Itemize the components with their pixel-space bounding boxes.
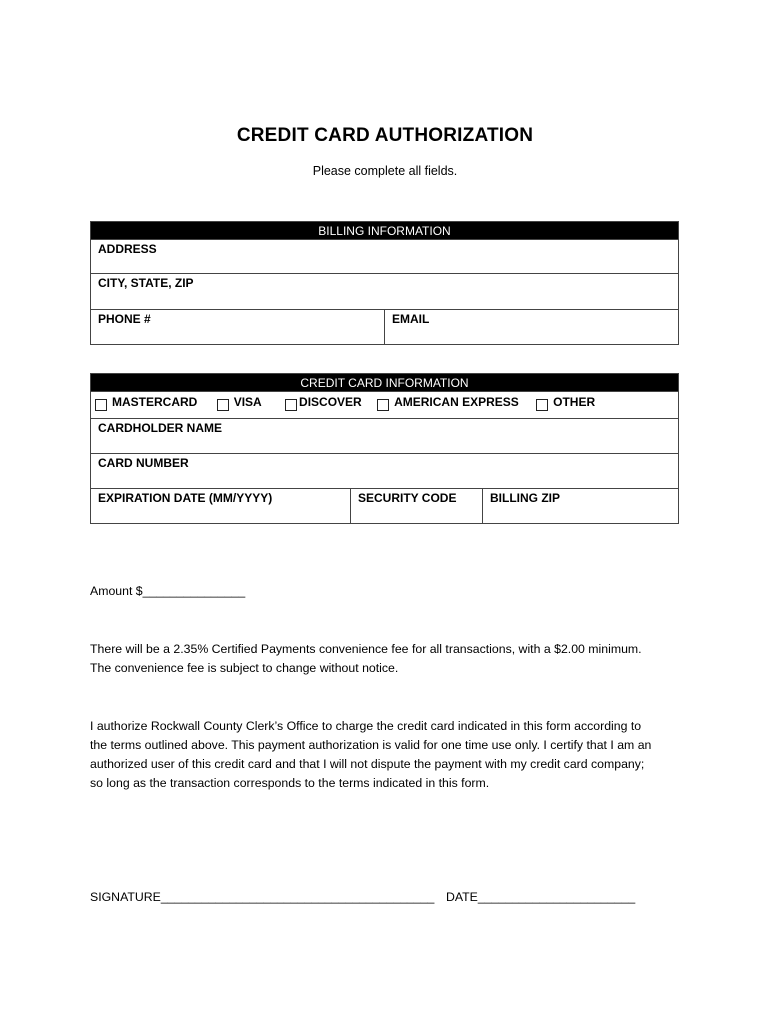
american-express-checkbox[interactable] — [377, 399, 389, 411]
billing-information-table — [90, 221, 679, 345]
card-header: CREDIT CARD INFORMATION — [91, 374, 679, 392]
brand-mastercard[interactable] — [95, 395, 197, 411]
fee-line: The convenience fee is subject to change without notice. — [90, 661, 399, 675]
auth-line: I authorize Rockwall County Clerk’s Office to charge the credit card indicated in this form according to — [90, 719, 642, 733]
card-brand-row — [91, 392, 679, 419]
billing-zip-field[interactable]: BILLING ZIP — [483, 489, 679, 524]
discover-checkbox[interactable] — [285, 399, 297, 411]
brand-visa[interactable] — [217, 395, 262, 411]
mastercard-label: MASTERCARD — [112, 395, 198, 409]
visa-checkbox[interactable] — [217, 399, 229, 411]
amount-line[interactable]: Amount $_______________ — [90, 584, 246, 598]
other-checkbox[interactable] — [536, 399, 548, 411]
date-line[interactable]: DATE_______________________ — [446, 890, 636, 904]
brand-american-express[interactable] — [377, 395, 519, 411]
fee-line: There will be a 2.35% Certified Payments convenience fee for all transactions, with a $2.00 minimum. — [90, 642, 642, 656]
american-express-label: AMERICAN EXPRESS — [394, 395, 519, 409]
auth-line: authorized user of this credit card and that I will not dispute the payment with my credit card company; — [90, 757, 645, 771]
form-title: CREDIT CARD AUTHORIZATION — [236, 125, 534, 146]
phone-field[interactable]: PHONE # — [91, 310, 385, 345]
card-number-field[interactable]: CARD NUMBER — [91, 454, 679, 489]
address-field[interactable]: ADDRESS — [91, 240, 679, 274]
credit-card-information-table — [90, 373, 679, 524]
authorization-statement — [90, 717, 690, 793]
brand-discover[interactable] — [285, 395, 362, 411]
auth-line: the terms outlined above. This payment authorization is valid for one time use only. I certify that I am an — [90, 738, 652, 752]
city-state-zip-field[interactable]: CITY, STATE, ZIP — [91, 274, 679, 310]
email-field[interactable]: EMAIL — [385, 310, 679, 345]
form-subtitle: Please complete all fields. — [312, 164, 458, 178]
security-code-field[interactable]: SECURITY CODE — [351, 489, 483, 524]
cardholder-name-field[interactable]: CARDHOLDER NAME — [91, 419, 679, 454]
signature-line[interactable]: SIGNATURE________________________________________ — [90, 890, 435, 904]
auth-line: so long as the transaction corresponds to the terms indicated in this form. — [90, 776, 490, 790]
expiration-date-field[interactable]: EXPIRATION DATE (MM/YYYY) — [91, 489, 351, 524]
discover-label: DISCOVER — [299, 395, 362, 409]
mastercard-checkbox[interactable] — [95, 399, 107, 411]
fee-notice — [90, 640, 690, 678]
other-label: OTHER — [553, 395, 596, 409]
billing-header: BILLING INFORMATION — [91, 222, 679, 240]
visa-label: VISA — [233, 395, 262, 409]
brand-other[interactable] — [536, 395, 595, 411]
